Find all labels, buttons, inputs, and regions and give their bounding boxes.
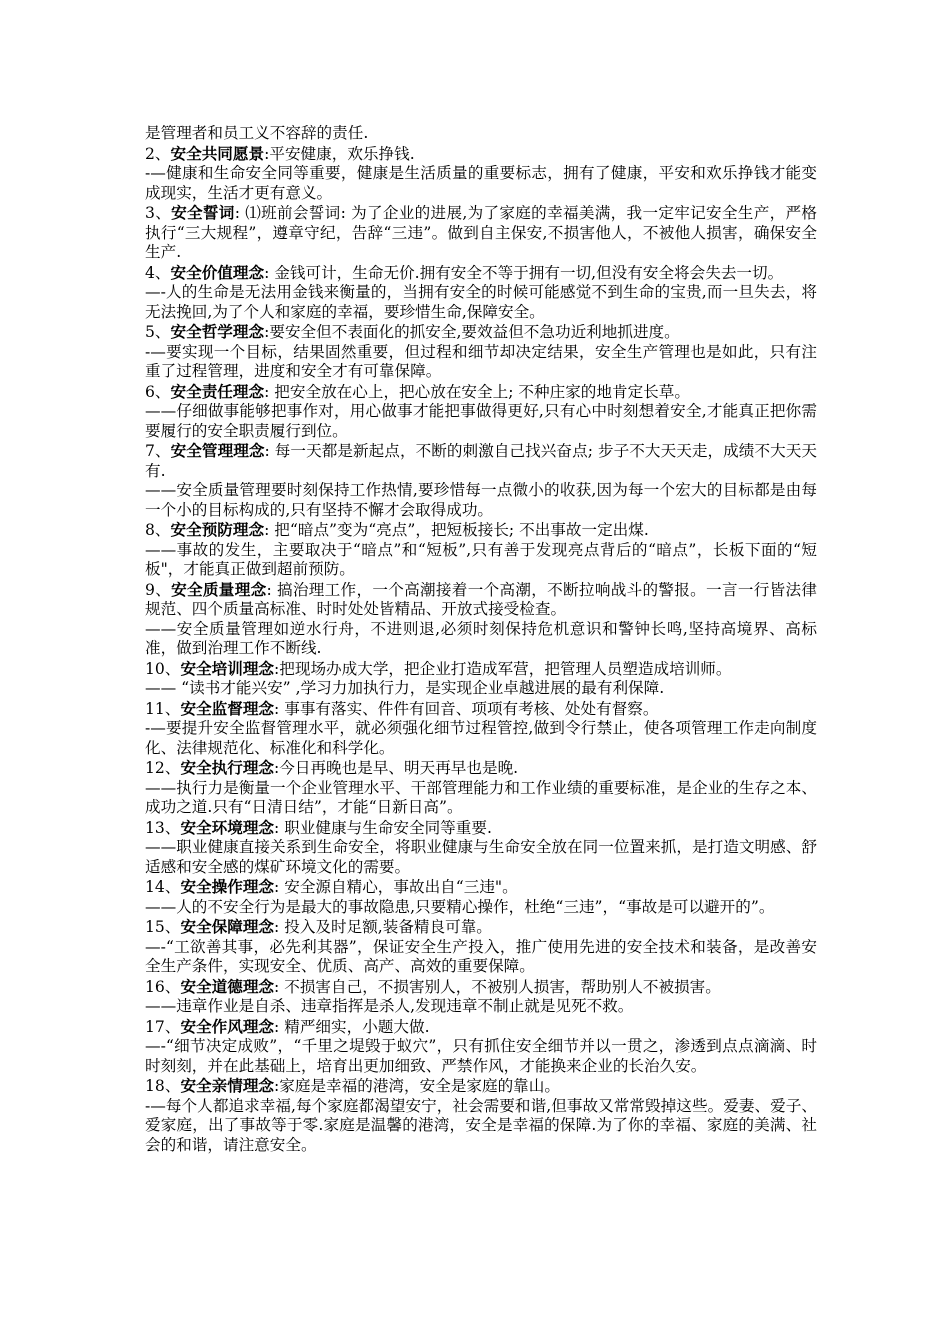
paragraph: ——安全质量管理要时刻保持工作热情,要珍惜每一点微小的收获,因为每一个宏大的目标都是由每一个小的目标构成的,只有坚持不懈才会取得成功。 [145, 481, 817, 519]
section-heading: 6、安全责任理念: 把安全放在心上，把心放在安全上; 不种庄家的地肯定长草。 [145, 381, 690, 401]
paragraph: ——事故的发生，主要取决于“暗点”和“短板”,只有善于发现亮点背后的“暗点”，长板下面的“短板"，才能真正做到超前预防。 [145, 540, 817, 578]
section-heading: 12、安全执行理念:今日再晚也是早、明天再早也是晚. [145, 758, 519, 777]
paragraph: ——人的不安全行为是最大的事故隐患,只要精心操作，杜绝“三违”，“事故是可以避开的”。 [145, 897, 775, 916]
paragraph: -—健康和生命安全同等重要，健康是生活质量的重要标志，拥有了健康，平安和欢乐挣钱才能变成现实，生活才更有意义。 [145, 164, 817, 202]
paragraph: ——仔细做事能够把事作对，用心做事才能把事做得更好,只有心中时刻想着安全,才能真正把你需要履行的安全职责履行到位。 [145, 402, 817, 440]
section-heading: 7、安全管理理念: 每一天都是新起点，不断的刺激自己找兴奋点; 步子不大天天走，成绩不大天天有. [145, 441, 817, 480]
section-heading: 14、安全操作理念: 安全源自精心，事故出自“三违"。 [145, 877, 518, 896]
section-heading: 8、安全预防理念: 把“暗点”变为“亮点”，把短板接长; 不出事故一定出煤. [145, 520, 649, 539]
document-body [145, 124, 817, 1155]
paragraph: —-“细节决定成败”，“千里之堤毁于蚁穴”，只有抓住安全细节并以一贯之，渗透到点点滴滴、时时刻刻，并在此基础上，培育出更加细致、严禁作风，才能换来企业的长治久安。 [145, 1037, 817, 1075]
paragraph: -—要实现一个目标，结果固然重要，但过程和细节却决定结果，安全生产管理也是如此，只有注重了过程管理，进度和安全才有可靠保障。 [145, 342, 817, 380]
paragraph: —— “读书才能兴安” ,学习力加执行力，是实现企业卓越进展的最有利保障. [145, 679, 665, 697]
section-heading: 11、安全监督理念: 事事有落实、件件有回音、项项有考核、处处有督察。 [145, 698, 659, 718]
paragraph: ——执行力是衡量一个企业管理水平、干部管理能力和工作业绩的重要标准，是企业的生存之本、成功之道.只有“日清日结”，才能“日新日高”。 [145, 778, 817, 816]
paragraph: —-“工欲善其事，必先利其器”，保证安全生产投入，推广使用先进的安全技术和装备，是改善安全生产条件，实现安全、优质、高产、高效的重要保障。 [145, 937, 817, 975]
section-heading: 3、安全誓词: ⑴班前会誓词: 为了企业的进展,为了家庭的幸福美满，我一定牢记安全生产，严格执行“三大规程”，遵章守纪，告辞“三违”。做到自主保安,不损害他人，不被他人损害，确保安全生产. [145, 203, 817, 261]
section-heading: 18、安全亲情理念:家庭是幸福的港湾，安全是家庭的靠山。 [145, 1076, 560, 1095]
section-heading: 17、安全作风理念: 精严细实，小题大做. [145, 1016, 430, 1036]
section-heading: 10、安全培训理念:把现场办成大学，把企业打造成军营，把管理人员塑造成培训师。 [145, 658, 732, 678]
section-heading: 2、安全共同愿景:平安健康，欢乐挣钱. [145, 143, 415, 163]
section-heading: 15、安全保障理念: 投入及时足额,装备精良可靠。 [145, 917, 492, 936]
paragraph: ——违章作业是自杀、违章指挥是杀人,发现违章不制止就是见死不救。 [145, 997, 634, 1015]
section-heading: 5、安全哲学理念:要安全但不表面化的抓安全,要效益但不急功近利地抓进度。 [145, 322, 680, 341]
section-heading: 13、安全环境理念: 职业健康与生命安全同等重要. [145, 817, 492, 837]
paragraph: ——安全质量管理如逆水行舟，不进则退,必须时刻保持危机意识和警钟长鸣,坚持高境界、高标准，做到治理工作不断线. [145, 619, 817, 657]
section-heading: 4、安全价值理念: 金钱可计，生命无价.拥有安全不等于拥有一切,但没有安全将会失去一切。 [145, 262, 784, 282]
section-heading: 16、安全道德理念: 不损害自己，不损害别人，不被别人损害，帮助别人不被损害。 [145, 976, 721, 996]
paragraph: —-人的生命是无法用金钱来衡量的，当拥有安全的时候可能感觉不到生命的宝贵,而一旦失去，将无法挽回,为了个人和家庭的幸福，要珍惜生命,保障安全。 [145, 283, 817, 321]
paragraph: -—每个人都追求幸福,每个家庭都渴望安宁，社会需要和谐,但事故又常常毁掉这些。爱妻、爱子、爱家庭，出了事故等于零.家庭是温馨的港湾，安全是幸福的保障.为了你的幸福、家庭的美满、社会的和谐，请注意安全。 [145, 1096, 817, 1154]
paragraph: ——职业健康直接关系到生命安全，将职业健康与生命安全放在同一位置来抓，是打造文明感、舒适感和安全感的煤矿环境文化的需要。 [145, 838, 817, 876]
paragraph: -—要提升安全监督管理水平，就必须强化细节过程管控,做到令行禁止，使各项管理工作走向制度化、法律规范化、标准化和科学化。 [145, 719, 817, 757]
paragraph: 是管理者和员工义不容辞的责任. [145, 124, 369, 142]
section-heading: 9、安全质量理念: 搞治理工作，一个高潮接着一个高潮，不断拉响战斗的警报。一言一行皆法律规范、四个质量高标准、时时处处皆精品、开放式接受检查。 [145, 579, 818, 618]
